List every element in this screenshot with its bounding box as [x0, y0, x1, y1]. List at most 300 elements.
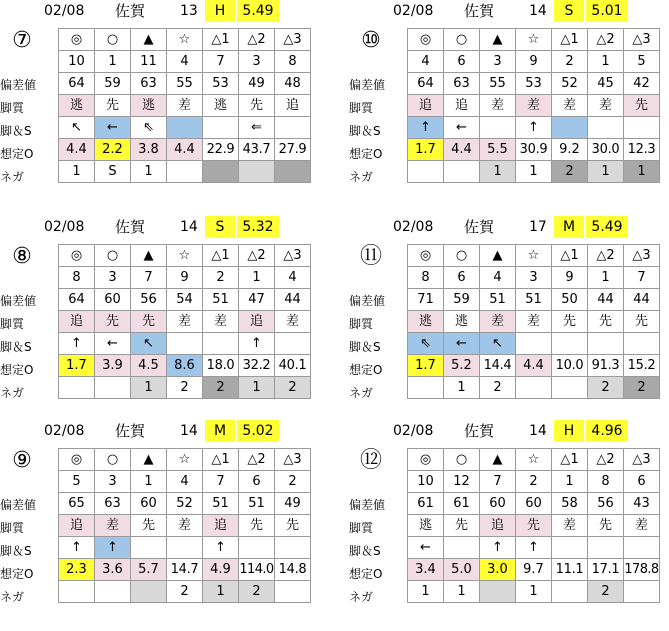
deviation-cell: 51 — [203, 493, 239, 515]
style-row — [59, 95, 311, 117]
score-badge: 5.02 — [237, 420, 279, 442]
style-cell: 逃 — [131, 95, 167, 117]
row-label: 想定O — [0, 567, 34, 581]
symbol-cell: ○ — [444, 449, 480, 471]
deviation-cell: 63 — [131, 73, 167, 95]
row-label: 偏差値 — [0, 498, 37, 512]
arrow-cell: ↑ — [59, 333, 95, 355]
horses-cell: 3 — [95, 267, 131, 289]
deviation-cell: 51 — [239, 493, 275, 515]
odds-cell: 18.0 — [203, 355, 239, 377]
odds-cell: 12.3 — [624, 139, 660, 161]
style-cell: 差 — [516, 311, 552, 333]
grade-badge: M — [205, 420, 235, 442]
arrow-cell — [552, 117, 588, 139]
race-date: 02/08 — [44, 219, 85, 235]
style-row — [59, 515, 311, 537]
row-label: ネガ — [349, 590, 374, 604]
style-cell: 先 — [131, 515, 167, 537]
symbol-cell: ◎ — [59, 29, 95, 51]
style-cell: 先 — [95, 311, 131, 333]
deviation-cell: 63 — [95, 493, 131, 515]
style-cell: 追 — [59, 515, 95, 537]
odds-cell: 1.7 — [408, 355, 444, 377]
arrow-row — [408, 537, 660, 559]
row-label: ネガ — [349, 170, 374, 184]
symbol-cell: △3 — [275, 29, 311, 51]
nega-cell — [167, 161, 203, 183]
deviation-cell: 42 — [624, 73, 660, 95]
horses-cell: 1 — [131, 471, 167, 493]
deviation-cell: 50 — [552, 289, 588, 311]
horses-cell: 5 — [59, 471, 95, 493]
row-label: 偏差値 — [0, 294, 37, 308]
style-cell: 逃 — [203, 95, 239, 117]
symbol-cell: ☆ — [516, 29, 552, 51]
row-label: ネガ — [349, 386, 374, 400]
race-date: 02/08 — [44, 3, 85, 19]
horses-cell: 8 — [59, 267, 95, 289]
deviation-row — [59, 73, 311, 95]
odds-cell: 3.8 — [131, 139, 167, 161]
nega-row — [408, 377, 660, 399]
horses-row — [408, 51, 660, 73]
score-badge: 4.96 — [586, 420, 628, 442]
arrow-cell: ↖ — [59, 117, 95, 139]
style-cell: 差 — [516, 95, 552, 117]
runner-count: 14 — [529, 3, 547, 19]
deviation-cell: 59 — [95, 73, 131, 95]
style-cell: 先 — [131, 311, 167, 333]
symbol-cell: ☆ — [167, 245, 203, 267]
arrow-cell: ↑ — [239, 333, 275, 355]
nega-cell — [408, 377, 444, 399]
nega-cell — [408, 161, 444, 183]
nega-cell — [552, 377, 588, 399]
nega-cell: 2 — [624, 377, 660, 399]
score-badge: 5.49 — [237, 0, 279, 22]
nega-cell: S — [95, 161, 131, 183]
deviation-cell: 56 — [588, 493, 624, 515]
arrow-cell — [588, 333, 624, 355]
venue-name: 佐賀 — [464, 2, 495, 20]
arrow-cell — [275, 537, 311, 559]
symbol-row — [59, 449, 311, 471]
symbol-cell: △3 — [624, 29, 660, 51]
arrow-cell: ↖ — [480, 333, 516, 355]
deviation-row — [408, 73, 660, 95]
deviation-cell: 52 — [167, 493, 203, 515]
horses-cell: 9 — [552, 267, 588, 289]
venue-name: 佐賀 — [464, 218, 495, 236]
runner-count: 14 — [180, 423, 198, 439]
nega-cell: 1 — [131, 161, 167, 183]
race-header — [349, 216, 669, 238]
symbol-cell: △1 — [203, 29, 239, 51]
horses-row — [408, 267, 660, 289]
row-label: ネガ — [0, 170, 25, 184]
nega-cell: 2 — [167, 377, 203, 399]
style-cell: 差 — [588, 95, 624, 117]
odds-cell: 15.2 — [624, 355, 660, 377]
race-number: ⑧ — [12, 244, 32, 269]
race-number: ⑩ — [361, 28, 381, 53]
nega-cell: 2 — [203, 377, 239, 399]
horses-cell: 6 — [444, 51, 480, 73]
odds-cell: 3.0 — [480, 559, 516, 581]
nega-cell — [59, 581, 95, 603]
score-badge: 5.32 — [237, 216, 279, 238]
horses-cell: 7 — [203, 51, 239, 73]
style-cell: 差 — [480, 95, 516, 117]
style-row — [408, 515, 660, 537]
deviation-cell: 60 — [480, 493, 516, 515]
horses-cell: 4 — [167, 471, 203, 493]
odds-cell: 5.0 — [444, 559, 480, 581]
horses-cell: 10 — [408, 471, 444, 493]
deviation-cell: 53 — [516, 73, 552, 95]
symbol-cell: ○ — [444, 245, 480, 267]
deviation-cell: 64 — [59, 73, 95, 95]
arrow-row — [59, 117, 311, 139]
horses-cell: 7 — [131, 267, 167, 289]
symbol-cell: ○ — [95, 29, 131, 51]
race-date: 02/08 — [44, 423, 85, 439]
arrow-cell — [624, 537, 660, 559]
race-panel — [349, 420, 669, 620]
horses-cell: 4 — [408, 51, 444, 73]
odds-cell: 27.9 — [275, 139, 311, 161]
deviation-cell: 51 — [203, 289, 239, 311]
symbol-cell: ○ — [95, 245, 131, 267]
odds-cell: 4.4 — [516, 355, 552, 377]
style-cell: 追 — [444, 95, 480, 117]
odds-cell: 8.6 — [167, 355, 203, 377]
deviation-cell: 43 — [624, 493, 660, 515]
prediction-table — [407, 448, 660, 603]
arrow-cell — [275, 117, 311, 139]
arrow-cell — [552, 537, 588, 559]
horses-cell: 8 — [408, 267, 444, 289]
arrow-cell: ↑ — [408, 117, 444, 139]
race-panel — [0, 216, 320, 416]
symbol-cell: ▲ — [480, 29, 516, 51]
odds-cell: 3.4 — [408, 559, 444, 581]
row-label: 偏差値 — [349, 498, 386, 512]
grade-badge: H — [205, 0, 235, 22]
deviation-cell: 56 — [131, 289, 167, 311]
style-cell: 追 — [275, 95, 311, 117]
style-cell: 差 — [167, 95, 203, 117]
nega-cell — [239, 161, 275, 183]
symbol-cell: ☆ — [516, 449, 552, 471]
odds-cell: 17.1 — [588, 559, 624, 581]
race-number: ⑪ — [359, 244, 382, 269]
symbol-cell: ○ — [95, 449, 131, 471]
venue-name: 佐賀 — [115, 2, 146, 20]
nega-cell: 2 — [588, 377, 624, 399]
nega-cell: 1 — [516, 161, 552, 183]
arrow-cell: ↑ — [203, 537, 239, 559]
style-row — [408, 95, 660, 117]
row-label: 脚＆S — [0, 340, 32, 354]
arrow-cell — [624, 333, 660, 355]
symbol-cell: △1 — [203, 245, 239, 267]
style-cell: 逃 — [59, 95, 95, 117]
horses-cell: 2 — [275, 471, 311, 493]
symbol-cell: ◎ — [408, 29, 444, 51]
style-cell: 差 — [552, 95, 588, 117]
deviation-cell: 53 — [203, 73, 239, 95]
odds-cell: 5.2 — [444, 355, 480, 377]
style-cell: 先 — [239, 95, 275, 117]
row-label: ネガ — [0, 590, 25, 604]
symbol-cell: ☆ — [167, 29, 203, 51]
style-row — [408, 311, 660, 333]
race-header — [0, 420, 320, 442]
row-label: 偏差値 — [349, 294, 386, 308]
arrow-cell: ↑ — [516, 537, 552, 559]
race-header — [0, 0, 320, 22]
odds-row — [59, 139, 311, 161]
symbol-cell: ○ — [444, 29, 480, 51]
deviation-cell: 58 — [552, 493, 588, 515]
style-cell: 追 — [239, 311, 275, 333]
horses-cell: 7 — [203, 471, 239, 493]
score-badge: 5.49 — [586, 216, 628, 238]
style-cell: 先 — [588, 515, 624, 537]
deviation-row — [59, 289, 311, 311]
race-panel — [349, 0, 669, 200]
horses-row — [59, 471, 311, 493]
symbol-cell: △1 — [552, 245, 588, 267]
race-number: ⑨ — [12, 448, 32, 473]
arrow-cell: ⇖ — [131, 117, 167, 139]
arrow-cell — [444, 537, 480, 559]
deviation-cell: 55 — [480, 73, 516, 95]
horses-cell: 3 — [480, 51, 516, 73]
odds-cell: 22.9 — [203, 139, 239, 161]
row-label: 脚質 — [0, 521, 25, 535]
symbol-row — [408, 449, 660, 471]
deviation-cell: 52 — [552, 73, 588, 95]
deviation-cell: 49 — [239, 73, 275, 95]
odds-cell: 2.2 — [95, 139, 131, 161]
nega-cell: 1 — [588, 161, 624, 183]
deviation-cell: 64 — [408, 73, 444, 95]
symbol-cell: △2 — [588, 449, 624, 471]
race-header — [0, 216, 320, 238]
arrow-cell — [203, 333, 239, 355]
style-cell: 先 — [95, 95, 131, 117]
deviation-cell: 49 — [275, 493, 311, 515]
odds-cell: 30.0 — [588, 139, 624, 161]
symbol-cell: ☆ — [167, 449, 203, 471]
style-cell: 逃 — [444, 311, 480, 333]
runner-count: 13 — [180, 3, 198, 19]
arrow-cell: ← — [444, 117, 480, 139]
symbol-cell: △2 — [239, 245, 275, 267]
deviation-cell: 63 — [444, 73, 480, 95]
deviation-cell: 44 — [588, 289, 624, 311]
odds-cell: 2.3 — [59, 559, 95, 581]
odds-cell: 40.1 — [275, 355, 311, 377]
nega-cell: 1 — [239, 377, 275, 399]
deviation-cell: 54 — [167, 289, 203, 311]
style-cell: 差 — [167, 515, 203, 537]
horses-cell: 4 — [167, 51, 203, 73]
arrow-cell: ⇐ — [239, 117, 275, 139]
race-date: 02/08 — [393, 3, 434, 19]
odds-cell: 4.4 — [167, 139, 203, 161]
race-header — [349, 0, 669, 22]
deviation-cell: 64 — [59, 289, 95, 311]
arrow-cell: ← — [95, 333, 131, 355]
arrow-cell: ↖ — [131, 333, 167, 355]
row-label: 脚質 — [0, 101, 25, 115]
arrow-cell: ↑ — [516, 117, 552, 139]
horses-cell: 3 — [95, 471, 131, 493]
deviation-cell: 48 — [275, 73, 311, 95]
arrow-cell: ⇖ — [408, 333, 444, 355]
arrow-cell: ↑ — [95, 537, 131, 559]
style-cell: 差 — [167, 311, 203, 333]
venue-name: 佐賀 — [464, 422, 495, 440]
nega-cell: 1 — [444, 581, 480, 603]
nega-cell — [275, 581, 311, 603]
deviation-cell: 60 — [516, 493, 552, 515]
style-cell: 先 — [444, 515, 480, 537]
nega-cell — [275, 161, 311, 183]
odds-cell: 14.7 — [167, 559, 203, 581]
symbol-cell: ◎ — [408, 245, 444, 267]
style-cell: 先 — [624, 95, 660, 117]
odds-cell: 4.9 — [203, 559, 239, 581]
horses-cell: 1 — [239, 267, 275, 289]
symbol-cell: △2 — [239, 449, 275, 471]
style-cell: 先 — [588, 311, 624, 333]
arrow-cell — [167, 117, 203, 139]
nega-cell: 2 — [239, 581, 275, 603]
horses-row — [59, 51, 311, 73]
nega-cell — [131, 581, 167, 603]
horses-cell: 5 — [624, 51, 660, 73]
symbol-cell: △2 — [588, 245, 624, 267]
odds-row — [408, 559, 660, 581]
nega-cell — [624, 581, 660, 603]
horses-cell: 4 — [275, 267, 311, 289]
deviation-cell: 59 — [444, 289, 480, 311]
deviation-cell: 61 — [408, 493, 444, 515]
prediction-table — [58, 244, 311, 399]
row-label: 想定O — [349, 363, 383, 377]
row-label: 脚＆S — [0, 124, 32, 138]
odds-cell: 4.4 — [444, 139, 480, 161]
row-label: 脚＆S — [349, 124, 381, 138]
nega-cell — [95, 581, 131, 603]
nega-cell — [59, 377, 95, 399]
venue-name: 佐賀 — [115, 218, 146, 236]
runner-count: 17 — [529, 219, 547, 235]
nega-cell: 1 — [131, 377, 167, 399]
odds-cell: 32.2 — [239, 355, 275, 377]
nega-cell — [552, 581, 588, 603]
odds-row — [408, 355, 660, 377]
symbol-cell: △1 — [552, 449, 588, 471]
nega-cell — [516, 377, 552, 399]
arrow-row — [408, 333, 660, 355]
arrow-cell — [275, 333, 311, 355]
symbol-cell: ▲ — [480, 245, 516, 267]
horses-cell: 4 — [480, 267, 516, 289]
race-number: ⑫ — [359, 448, 382, 473]
nega-cell: 2 — [275, 377, 311, 399]
odds-row — [408, 139, 660, 161]
odds-cell: 4.4 — [59, 139, 95, 161]
venue-name: 佐賀 — [115, 422, 146, 440]
odds-cell: 11.1 — [552, 559, 588, 581]
arrow-cell — [588, 117, 624, 139]
row-label: 偏差値 — [349, 78, 386, 92]
symbol-cell: △2 — [239, 29, 275, 51]
nega-cell: 1 — [624, 161, 660, 183]
odds-cell: 9.7 — [516, 559, 552, 581]
row-label: 想定O — [0, 363, 34, 377]
odds-cell: 30.9 — [516, 139, 552, 161]
deviation-row — [59, 493, 311, 515]
horses-cell: 1 — [95, 51, 131, 73]
odds-cell: 5.5 — [480, 139, 516, 161]
race-date: 02/08 — [393, 219, 434, 235]
odds-row — [59, 355, 311, 377]
odds-cell: 3.9 — [95, 355, 131, 377]
row-label: 脚質 — [349, 317, 374, 331]
horses-cell: 2 — [203, 267, 239, 289]
grade-badge: M — [554, 216, 584, 238]
style-row — [59, 311, 311, 333]
horses-cell: 10 — [59, 51, 95, 73]
odds-cell: 91.3 — [588, 355, 624, 377]
symbol-cell: ◎ — [59, 449, 95, 471]
style-cell: 差 — [624, 515, 660, 537]
horses-cell: 8 — [275, 51, 311, 73]
horses-cell: 12 — [444, 471, 480, 493]
style-cell: 逃 — [408, 311, 444, 333]
style-cell: 先 — [275, 515, 311, 537]
horses-row — [59, 267, 311, 289]
nega-cell: 2 — [588, 581, 624, 603]
style-cell: 追 — [480, 515, 516, 537]
prediction-table — [407, 244, 660, 399]
arrow-cell — [516, 333, 552, 355]
grade-badge: S — [554, 0, 584, 22]
row-label: 脚＆S — [349, 340, 381, 354]
arrow-cell — [480, 117, 516, 139]
nega-cell: 1 — [59, 161, 95, 183]
style-cell: 差 — [552, 515, 588, 537]
symbol-cell: △3 — [275, 245, 311, 267]
odds-cell: 1.7 — [59, 355, 95, 377]
row-label: 想定O — [349, 567, 383, 581]
prediction-table — [58, 448, 311, 603]
symbol-cell: △3 — [275, 449, 311, 471]
symbol-row — [59, 245, 311, 267]
horses-cell: 7 — [624, 267, 660, 289]
arrow-cell — [552, 333, 588, 355]
nega-row — [59, 161, 311, 183]
row-label: 脚質 — [0, 317, 25, 331]
race-date: 02/08 — [393, 423, 434, 439]
